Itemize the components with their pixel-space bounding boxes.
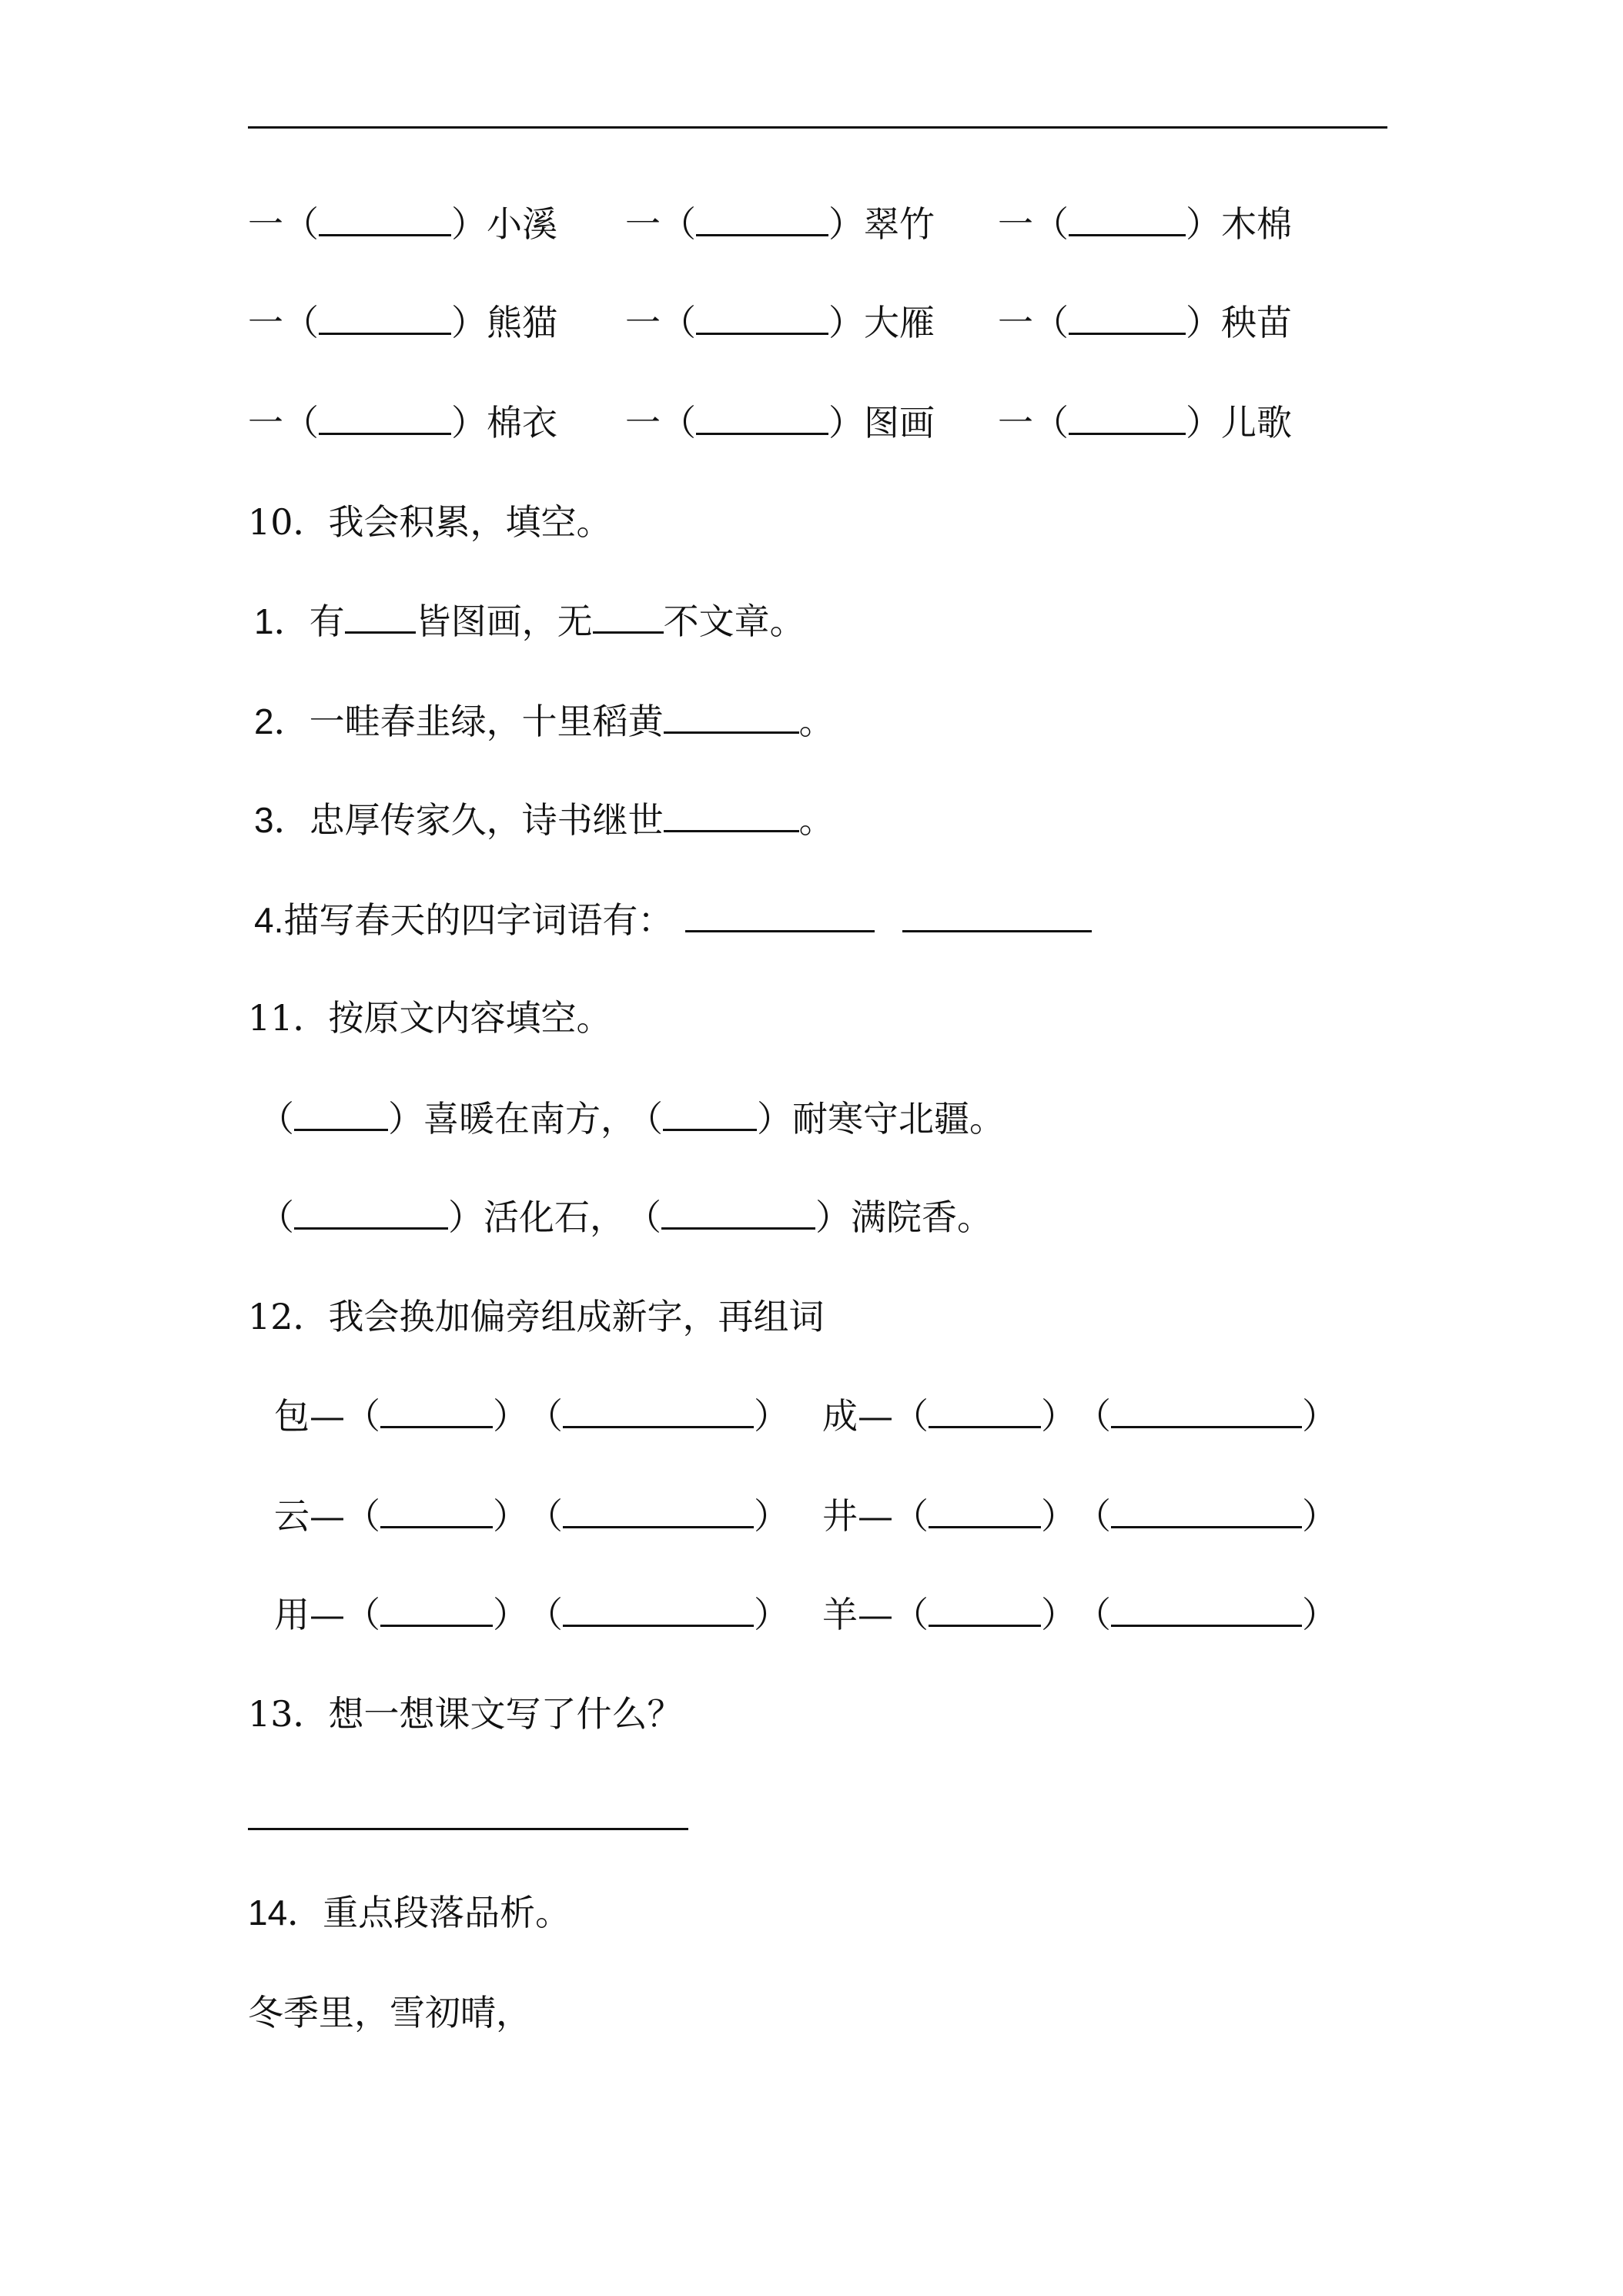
q11-line-1: （ ）喜暖在南方， （ ）耐寒守北疆。 (259, 1095, 1005, 1142)
answer-blank[interactable] (929, 1492, 1041, 1528)
answer-blank[interactable] (664, 796, 799, 832)
answer-blank[interactable] (929, 1392, 1041, 1428)
q11-title: 11．按原文内容填空。 (248, 997, 612, 1039)
q11-line-2: （ ）活化石， （ ）满院香。 (259, 1193, 992, 1240)
answer-blank[interactable] (1111, 1492, 1302, 1528)
answer-blank[interactable] (696, 200, 828, 236)
mw-row1-col3: 一（ ）木棉 (998, 200, 1292, 247)
q12-row-2-right: 井—（ ） （ ） (822, 1492, 1337, 1539)
mw-row1-col1: 一（ ）小溪 (248, 200, 557, 247)
answer-blank[interactable] (380, 1591, 493, 1627)
mw-row3-col1: 一（ ）棉衣 (248, 399, 557, 446)
answer-blank[interactable] (563, 1492, 754, 1528)
answer-blank[interactable] (663, 1095, 757, 1131)
answer-blank[interactable] (593, 597, 664, 634)
answer-blank[interactable] (319, 200, 451, 236)
q14-title: 14．重点段落品析。 (248, 1892, 571, 1933)
q12-title: 12．我会换加偏旁组成新字，再组词 (248, 1296, 825, 1337)
q12-row-3-left: 用—（ ） （ ） (274, 1591, 789, 1638)
answer-blank[interactable] (1069, 200, 1186, 236)
mw-row3-col3: 一（ ）儿歌 (998, 399, 1292, 446)
q10-item-2: 2．一畦春韭绿，十里稻黄 。 (254, 698, 835, 745)
mw-row1-col2: 一（ ）翠竹 (625, 200, 935, 247)
answer-blank[interactable] (1069, 299, 1186, 335)
q12-row-1-right: 成—（ ） （ ） (822, 1392, 1337, 1439)
answer-blank[interactable] (685, 896, 875, 932)
q10-title: 10．我会积累，填空。 (248, 501, 612, 543)
answer-blank[interactable] (661, 1193, 815, 1230)
answer-blank[interactable] (563, 1392, 754, 1428)
answer-blank[interactable] (664, 698, 799, 734)
mw-row2-col2: 一（ ）大雁 (625, 299, 935, 346)
q10-item-4: 4.描写春天的四字词语有： (254, 896, 1092, 943)
answer-blank[interactable] (696, 299, 828, 335)
q12-row-1-left: 包—（ ） （ ） (274, 1392, 789, 1439)
mw-row2-col3: 一（ ）秧苗 (998, 299, 1292, 346)
answer-blank[interactable] (929, 1591, 1041, 1627)
q13-answer-line[interactable] (248, 1828, 688, 1830)
q13-title: 13．想一想课文写了什么？ (248, 1693, 683, 1735)
answer-blank[interactable] (1111, 1392, 1302, 1428)
passage-text: 冬季里，雪初晴， (248, 1992, 531, 2033)
answer-blank[interactable] (902, 896, 1092, 932)
answer-blank[interactable] (294, 1193, 448, 1230)
answer-blank[interactable] (319, 299, 451, 335)
answer-blank[interactable] (294, 1095, 388, 1131)
answer-blank[interactable] (1111, 1591, 1302, 1627)
mw-row3-col2: 一（ ）图画 (625, 399, 935, 446)
top-rule (248, 126, 1387, 129)
q12-row-2-left: 云—（ ） （ ） (274, 1492, 789, 1539)
answer-blank[interactable] (563, 1591, 754, 1627)
q12-row-3-right: 羊—（ ） （ ） (822, 1591, 1337, 1638)
mw-row2-col1: 一（ ）熊猫 (248, 299, 557, 346)
answer-blank[interactable] (380, 1392, 493, 1428)
answer-blank[interactable] (380, 1492, 493, 1528)
answer-blank[interactable] (319, 399, 451, 435)
q10-item-3: 3．忠厚传家久，诗书继世 。 (254, 796, 835, 843)
answer-blank[interactable] (345, 597, 416, 634)
q10-item-1: 1．有 皆图画，无 不文章。 (254, 597, 805, 644)
answer-blank[interactable] (1069, 399, 1186, 435)
answer-blank[interactable] (696, 399, 828, 435)
